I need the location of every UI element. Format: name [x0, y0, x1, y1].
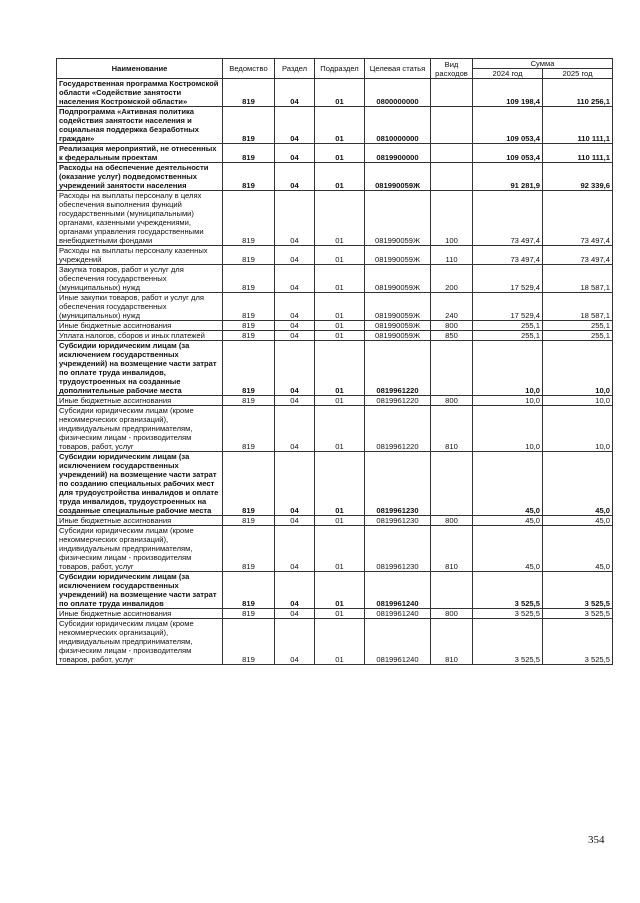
cell-vr: 810	[431, 406, 473, 452]
cell-y2025: 73 497,4	[543, 191, 613, 246]
cell-name: Субсидии юридическим лицам (кроме некоммерческих организаций), индивидуальным предпринимателям, физическим лицам - производителям товаров, работ, услуг	[57, 526, 223, 572]
cell-razd: 04	[275, 609, 315, 619]
cell-razd: 04	[275, 619, 315, 665]
cell-y2025: 73 497,4	[543, 246, 613, 265]
cell-y2025: 10,0	[543, 396, 613, 406]
cell-y2025: 10,0	[543, 406, 613, 452]
cell-vr: 240	[431, 293, 473, 321]
cell-podr: 01	[315, 452, 365, 516]
cell-ved: 819	[223, 321, 275, 331]
cell-razd: 04	[275, 452, 315, 516]
cell-cs: 081990059Ж	[365, 331, 431, 341]
cell-y2025: 92 339,6	[543, 163, 613, 191]
cell-razd: 04	[275, 144, 315, 163]
cell-y2024: 3 525,5	[473, 609, 543, 619]
cell-name: Иные бюджетные ассигнования	[57, 396, 223, 406]
budget-table-sheet	[56, 58, 612, 665]
cell-cs: 081990059Ж	[365, 321, 431, 331]
cell-ved: 819	[223, 191, 275, 246]
cell-podr: 01	[315, 321, 365, 331]
cell-podr: 01	[315, 191, 365, 246]
cell-razd: 04	[275, 526, 315, 572]
cell-razd: 04	[275, 406, 315, 452]
cell-cs: 0819961220	[365, 396, 431, 406]
cell-y2024: 45,0	[473, 516, 543, 526]
table-row	[57, 163, 613, 191]
cell-vr: 800	[431, 609, 473, 619]
cell-vr: 100	[431, 191, 473, 246]
cell-razd: 04	[275, 396, 315, 406]
cell-y2024: 255,1	[473, 331, 543, 341]
table-row	[57, 341, 613, 396]
table-row	[57, 619, 613, 665]
cell-razd: 04	[275, 191, 315, 246]
cell-razd: 04	[275, 321, 315, 331]
cell-vr: 800	[431, 396, 473, 406]
cell-cs: 081990059Ж	[365, 191, 431, 246]
cell-name: Иные бюджетные ассигнования	[57, 609, 223, 619]
cell-ved: 819	[223, 572, 275, 609]
cell-name: Закупка товаров, работ и услуг для обеспечения государственных (муниципальных) нужд	[57, 265, 223, 293]
header-name: Наименование	[57, 59, 223, 79]
cell-name: Государственная программа Костромской области «Содействие занятости населения Костромской области»	[57, 79, 223, 107]
cell-y2024: 3 525,5	[473, 572, 543, 609]
table-row	[57, 572, 613, 609]
header-vedomstvo: Ведомство	[223, 59, 275, 79]
cell-ved: 819	[223, 516, 275, 526]
cell-ved: 819	[223, 609, 275, 619]
table-row	[57, 107, 613, 144]
header-sum: Сумма	[473, 59, 613, 69]
cell-y2025: 255,1	[543, 321, 613, 331]
budget-table	[56, 58, 613, 665]
cell-vr: 800	[431, 321, 473, 331]
cell-cs: 0800000000	[365, 79, 431, 107]
table-row	[57, 452, 613, 516]
cell-y2024: 109 198,4	[473, 79, 543, 107]
cell-vr	[431, 163, 473, 191]
cell-razd: 04	[275, 572, 315, 609]
cell-podr: 01	[315, 246, 365, 265]
cell-vr	[431, 144, 473, 163]
page-number: 354	[588, 834, 605, 846]
cell-vr: 200	[431, 265, 473, 293]
cell-y2025: 3 525,5	[543, 609, 613, 619]
cell-y2024: 45,0	[473, 526, 543, 572]
cell-name: Субсидии юридическим лицам (за исключением государственных учреждений) на возмещение части затрат по созданию специальных рабочих мест для трудоустройства инвалидов и оплате труда инвалидов, трудоустроенных на созданные специальные рабочие места	[57, 452, 223, 516]
cell-ved: 819	[223, 619, 275, 665]
header-2024: 2024 год	[473, 69, 543, 79]
cell-razd: 04	[275, 79, 315, 107]
cell-y2024: 73 497,4	[473, 246, 543, 265]
header-vid: Вид расходов	[431, 59, 473, 79]
cell-y2025: 3 525,5	[543, 619, 613, 665]
cell-ved: 819	[223, 452, 275, 516]
table-body	[57, 79, 613, 665]
cell-name: Расходы на выплаты персоналу казенных учреждений	[57, 246, 223, 265]
cell-cs: 0819961230	[365, 452, 431, 516]
cell-razd: 04	[275, 293, 315, 321]
cell-ved: 819	[223, 341, 275, 396]
table-row	[57, 79, 613, 107]
cell-y2025: 10,0	[543, 341, 613, 396]
cell-ved: 819	[223, 265, 275, 293]
cell-podr: 01	[315, 516, 365, 526]
cell-y2024: 109 053,4	[473, 107, 543, 144]
cell-name: Иные бюджетные ассигнования	[57, 516, 223, 526]
cell-cs: 081990059Ж	[365, 246, 431, 265]
header-2025: 2025 год	[543, 69, 613, 79]
cell-name: Субсидии юридическим лицам (кроме некоммерческих организаций), индивидуальным предпринимателям, физическим лицам - производителям товаров, работ, услуг	[57, 619, 223, 665]
cell-cs: 0819961220	[365, 341, 431, 396]
cell-cs: 081990059Ж	[365, 265, 431, 293]
cell-name: Иные бюджетные ассигнования	[57, 321, 223, 331]
cell-ved: 819	[223, 79, 275, 107]
cell-vr	[431, 572, 473, 609]
cell-ved: 819	[223, 144, 275, 163]
cell-podr: 01	[315, 609, 365, 619]
cell-y2025: 3 525,5	[543, 572, 613, 609]
cell-ved: 819	[223, 107, 275, 144]
cell-podr: 01	[315, 293, 365, 321]
cell-podr: 01	[315, 79, 365, 107]
cell-name: Уплата налогов, сборов и иных платежей	[57, 331, 223, 341]
cell-y2024: 10,0	[473, 341, 543, 396]
cell-vr: 800	[431, 516, 473, 526]
table-row	[57, 321, 613, 331]
cell-cs: 0819900000	[365, 144, 431, 163]
cell-y2025: 45,0	[543, 516, 613, 526]
cell-cs: 0819961230	[365, 526, 431, 572]
cell-vr	[431, 79, 473, 107]
cell-y2024: 17 529,4	[473, 265, 543, 293]
cell-razd: 04	[275, 265, 315, 293]
table-row	[57, 246, 613, 265]
cell-y2024: 10,0	[473, 406, 543, 452]
header-razdel: Раздел	[275, 59, 315, 79]
cell-razd: 04	[275, 107, 315, 144]
cell-y2024: 109 053,4	[473, 144, 543, 163]
cell-name: Субсидии юридическим лицам (за исключением государственных учреждений) на возмещение части затрат по оплате труда инвалидов, трудоустроенных на созданные дополнительные рабочие места	[57, 341, 223, 396]
cell-name: Расходы на выплаты персоналу в целях обеспечения выполнения функций государственными (муниципальными) органами, казенными учреждениями, органами управления государственными внебюджетными фондами	[57, 191, 223, 246]
cell-razd: 04	[275, 331, 315, 341]
cell-name: Субсидии юридическим лицам (кроме некоммерческих организаций), индивидуальным предпринимателям, физическим лицам - производителям товаров, работ, услуг	[57, 406, 223, 452]
table-row	[57, 396, 613, 406]
cell-cs: 0819961240	[365, 572, 431, 609]
cell-y2024: 45,0	[473, 452, 543, 516]
cell-ved: 819	[223, 526, 275, 572]
cell-y2025: 18 587,1	[543, 265, 613, 293]
cell-razd: 04	[275, 163, 315, 191]
table-row	[57, 265, 613, 293]
cell-y2024: 17 529,4	[473, 293, 543, 321]
cell-razd: 04	[275, 246, 315, 265]
cell-cs: 081990059Ж	[365, 293, 431, 321]
cell-y2025: 45,0	[543, 526, 613, 572]
cell-vr	[431, 107, 473, 144]
cell-vr: 810	[431, 619, 473, 665]
cell-y2024: 3 525,5	[473, 619, 543, 665]
cell-y2025: 45,0	[543, 452, 613, 516]
table-row	[57, 331, 613, 341]
cell-y2024: 91 281,9	[473, 163, 543, 191]
cell-cs: 0819961230	[365, 516, 431, 526]
cell-razd: 04	[275, 516, 315, 526]
table-header	[57, 59, 613, 79]
cell-cs: 0819961220	[365, 406, 431, 452]
cell-podr: 01	[315, 331, 365, 341]
table-row	[57, 526, 613, 572]
cell-razd: 04	[275, 341, 315, 396]
cell-y2025: 18 587,1	[543, 293, 613, 321]
cell-name: Расходы на обеспечение деятельности (оказание услуг) подведомственных учреждений занятости населения	[57, 163, 223, 191]
cell-vr: 810	[431, 526, 473, 572]
cell-podr: 01	[315, 163, 365, 191]
cell-cs: 081990059Ж	[365, 163, 431, 191]
cell-podr: 01	[315, 406, 365, 452]
cell-podr: 01	[315, 619, 365, 665]
cell-podr: 01	[315, 265, 365, 293]
cell-y2025: 110 111,1	[543, 144, 613, 163]
cell-ved: 819	[223, 406, 275, 452]
cell-podr: 01	[315, 526, 365, 572]
cell-ved: 819	[223, 246, 275, 265]
cell-podr: 01	[315, 572, 365, 609]
table-row	[57, 516, 613, 526]
cell-ved: 819	[223, 293, 275, 321]
cell-name: Подпрограмма «Активная политика содействия занятости населения и социальная поддержка безработных граждан»	[57, 107, 223, 144]
cell-ved: 819	[223, 163, 275, 191]
cell-podr: 01	[315, 144, 365, 163]
cell-y2024: 10,0	[473, 396, 543, 406]
cell-name: Субсидии юридическим лицам (за исключением государственных учреждений) на возмещение части затрат по оплате труда инвалидов	[57, 572, 223, 609]
cell-cs: 0819961240	[365, 609, 431, 619]
table-row	[57, 293, 613, 321]
header-target: Целевая статья	[365, 59, 431, 79]
cell-y2025: 255,1	[543, 331, 613, 341]
cell-podr: 01	[315, 107, 365, 144]
cell-cs: 0810000000	[365, 107, 431, 144]
cell-y2024: 73 497,4	[473, 191, 543, 246]
cell-vr: 110	[431, 246, 473, 265]
table-row	[57, 144, 613, 163]
cell-y2025: 110 256,1	[543, 79, 613, 107]
header-podrazdel: Подраздел	[315, 59, 365, 79]
cell-ved: 819	[223, 396, 275, 406]
cell-name: Реализация мероприятий, не отнесенных к федеральным проектам	[57, 144, 223, 163]
cell-vr	[431, 341, 473, 396]
table-row	[57, 609, 613, 619]
cell-podr: 01	[315, 396, 365, 406]
table-row	[57, 406, 613, 452]
cell-name: Иные закупки товаров, работ и услуг для обеспечения государственных (муниципальных) нужд	[57, 293, 223, 321]
cell-cs: 0819961240	[365, 619, 431, 665]
cell-podr: 01	[315, 341, 365, 396]
cell-vr: 850	[431, 331, 473, 341]
cell-y2024: 255,1	[473, 321, 543, 331]
cell-y2025: 110 111,1	[543, 107, 613, 144]
cell-ved: 819	[223, 331, 275, 341]
cell-vr	[431, 452, 473, 516]
table-row	[57, 191, 613, 246]
